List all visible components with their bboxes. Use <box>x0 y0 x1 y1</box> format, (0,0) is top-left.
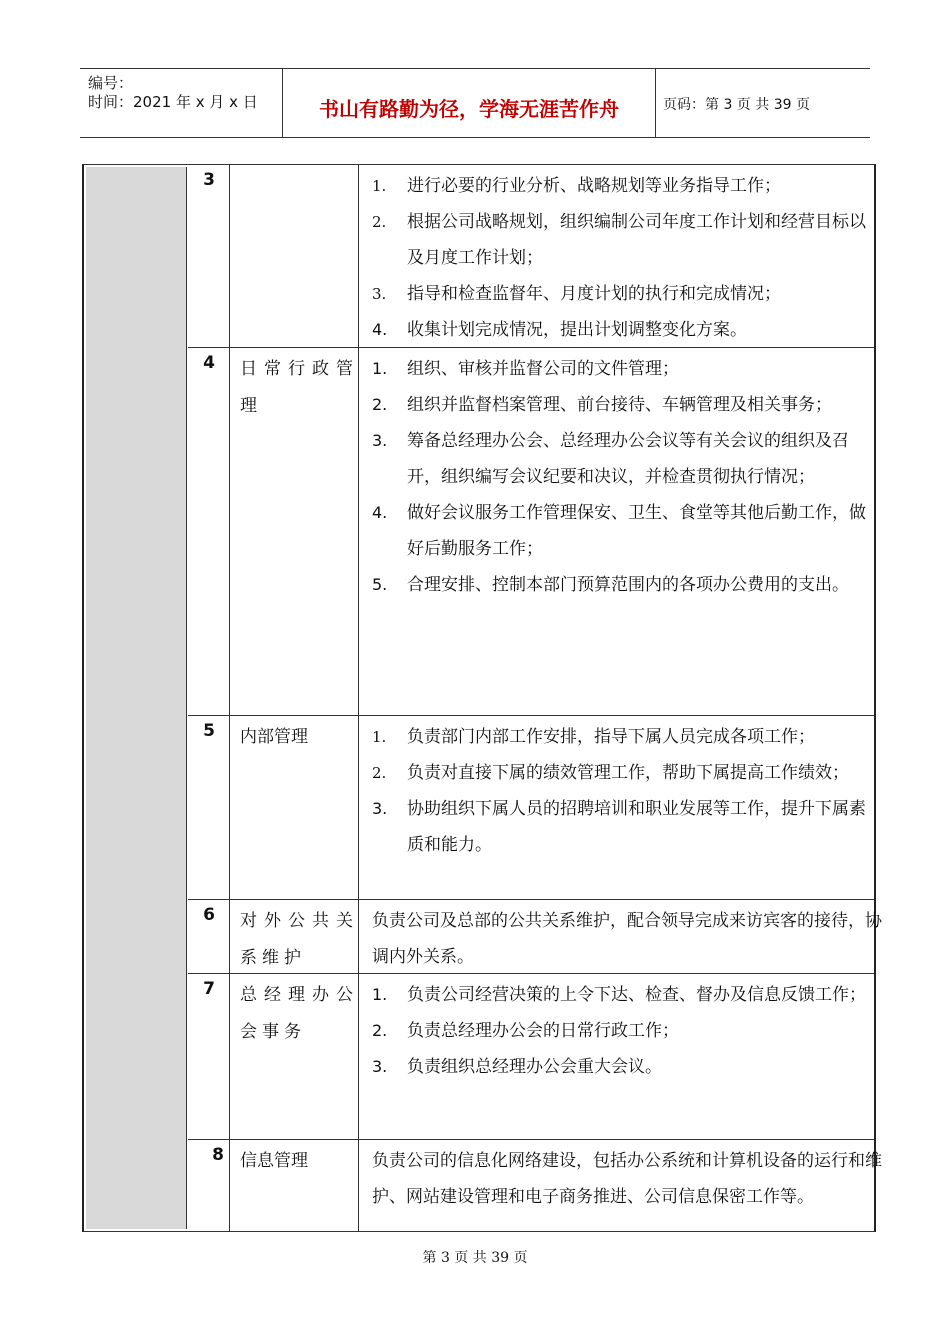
item-number: 4. <box>372 503 388 522</box>
row-content <box>364 168 874 348</box>
list-item <box>364 755 874 791</box>
item-number: 1. <box>372 177 387 195</box>
row-name: 日常行政管理 <box>240 359 358 416</box>
item-text: 负责公司经营决策的上令下达、检查、督办及信息反馈工作； <box>407 985 866 1005</box>
row-number: 4 <box>203 353 215 373</box>
item-text: 做好会议服务工作管理保安、卫生、食堂等其他后勤工作，做好后勤服务工作； <box>407 503 866 559</box>
item-number: 2. <box>372 1021 388 1040</box>
list-item <box>364 567 874 603</box>
list-item <box>364 791 874 863</box>
duties-table <box>82 164 882 1232</box>
list-item <box>364 351 874 387</box>
list-item <box>364 1013 874 1049</box>
row-name: 信息管理 <box>240 1151 308 1171</box>
item-text: 根据公司战略规划，组织编制公司年度工作计划和经营目标以及月度工作计划； <box>407 212 866 268</box>
item-number: 1. <box>372 728 387 746</box>
table-row <box>188 973 874 1140</box>
table-row <box>188 165 874 347</box>
item-text: 进行必要的行业分析、战略规划等业务指导工作； <box>407 176 781 196</box>
header-motto-cell <box>282 69 656 137</box>
item-number: 1. <box>372 359 388 378</box>
page-footer: 第 3 页 共 39 页 <box>422 1250 528 1266</box>
list-item <box>364 276 874 312</box>
list-item <box>364 387 874 423</box>
item-text: 协助组织下属人员的招聘培训和职业发展等工作，提升下属素质和能力。 <box>407 799 866 855</box>
item-number: 2. <box>372 395 388 414</box>
item-text: 负责总经理办公会的日常行政工作； <box>407 1021 679 1041</box>
row-name: 对外公共关系维护 <box>240 911 358 968</box>
row-content <box>364 719 874 863</box>
table-row <box>188 1139 882 1232</box>
header-page-label: 页码：第 3 页 共 39 页 <box>663 97 810 113</box>
item-number: 2. <box>372 764 387 782</box>
row-number: 3 <box>203 170 215 190</box>
item-number: 3. <box>372 431 388 450</box>
document-number-label: 编号： <box>88 74 134 92</box>
header-info <box>80 69 282 137</box>
item-number: 5. <box>372 575 388 594</box>
row-content: 负责公司的信息化网络建设，包括办公系统和计算机设备的运行和维护、网站建设管理和电子商务推进、公司信息保密工作等。 <box>372 1151 882 1207</box>
page-header <box>80 68 870 138</box>
row-name: 内部管理 <box>240 727 308 747</box>
item-number: 4. <box>372 320 388 339</box>
item-text: 负责部门内部工作安排，指导下属人员完成各项工作； <box>407 727 815 747</box>
row-name: 总经理办公会事务 <box>240 985 358 1042</box>
list-item <box>364 977 874 1013</box>
item-number: 3. <box>372 1057 388 1076</box>
item-text: 负责组织总经理办公会重大会议。 <box>407 1057 662 1077</box>
header-motto: 书山有路勤为径，学海无涯苦作舟 <box>319 97 619 121</box>
item-text: 收集计划完成情况，提出计划调整变化方案。 <box>407 320 747 340</box>
row-content: 负责公司及总部的公共关系维护，配合领导完成来访宾客的接待，协调内外关系。 <box>372 911 882 967</box>
list-item <box>364 1049 874 1085</box>
row-content <box>364 977 874 1085</box>
list-item <box>364 423 874 495</box>
list-item <box>364 719 874 755</box>
item-number: 1. <box>372 985 388 1004</box>
item-text: 筹备总经理办公会、总经理办公会议等有关会议的组织及召开，组织编写会议纪要和决议，并检查贯彻执行情况； <box>407 431 849 487</box>
row-number: 7 <box>203 979 215 999</box>
item-text: 负责对直接下属的绩效管理工作，帮助下属提高工作绩效； <box>407 763 849 783</box>
row-content <box>364 351 874 603</box>
item-number: 3. <box>372 799 388 818</box>
table-row <box>188 715 874 900</box>
list-item <box>364 495 874 567</box>
list-item <box>364 204 874 276</box>
list-item <box>364 168 874 204</box>
table-row <box>188 347 874 716</box>
item-text: 组织并监督档案管理、前台接待、车辆管理及相关事务； <box>407 395 832 415</box>
item-text: 合理安排、控制本部门预算范围内的各项办公费用的支出。 <box>407 575 849 595</box>
document-time-label: 时间：2021 年 x 月 x 日 <box>88 93 258 111</box>
row-number: 5 <box>203 721 215 741</box>
item-number: 3. <box>372 285 387 303</box>
table-row <box>188 899 882 974</box>
item-text: 指导和检查监督年、月度计划的执行和完成情况； <box>407 284 781 304</box>
item-number: 2. <box>372 213 387 231</box>
list-item <box>364 312 874 348</box>
row-number: 8 <box>212 1145 224 1165</box>
table-side-column <box>86 167 187 1229</box>
row-number: 6 <box>203 905 215 925</box>
item-text: 组织、审核并监督公司的文件管理； <box>407 359 679 379</box>
